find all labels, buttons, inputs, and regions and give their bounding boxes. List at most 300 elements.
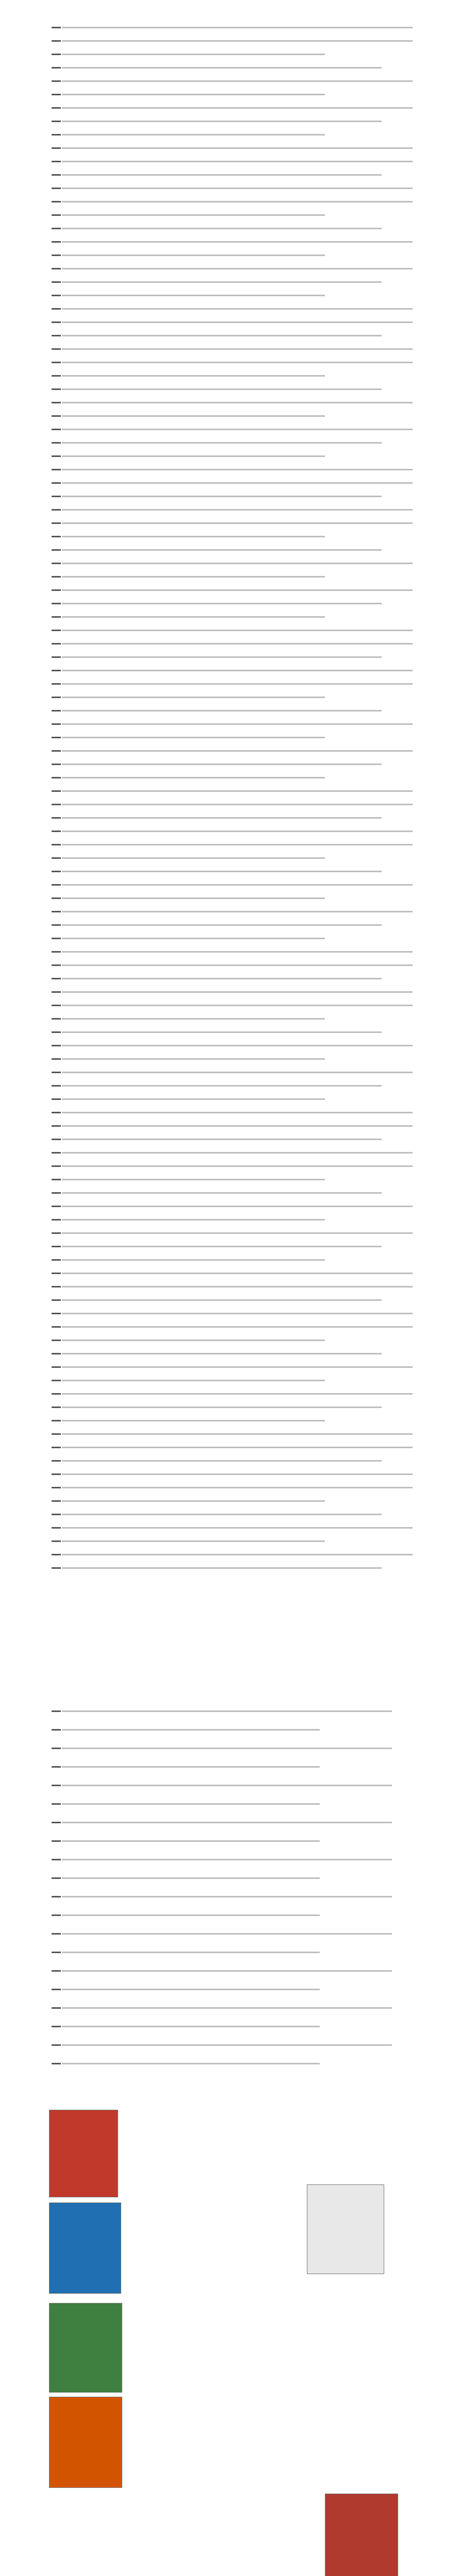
publication-item xyxy=(52,1527,413,1529)
item-number xyxy=(52,1514,61,1515)
item-number xyxy=(52,1989,61,1990)
publication-item xyxy=(52,710,413,711)
item-number xyxy=(52,1232,61,1234)
item-text xyxy=(62,1139,382,1140)
item-text xyxy=(62,388,382,390)
publication-item xyxy=(52,1085,413,1087)
item-text xyxy=(62,1914,320,1916)
item-text xyxy=(62,1286,413,1287)
item-text xyxy=(62,522,413,524)
publication-item xyxy=(52,1031,413,1033)
item-text xyxy=(62,188,413,189)
item-text xyxy=(62,697,325,698)
publication-item xyxy=(52,402,413,403)
item-number xyxy=(52,1286,61,1287)
item-number xyxy=(52,871,61,872)
publication-item xyxy=(52,964,413,966)
item-text xyxy=(62,1206,413,1207)
item-number xyxy=(52,1933,61,1935)
publication-item xyxy=(52,1058,413,1060)
item-text xyxy=(62,938,325,939)
item-text xyxy=(62,321,413,323)
book-cover-image xyxy=(49,2397,122,2488)
item-text xyxy=(62,1313,413,1314)
publication-item xyxy=(52,897,413,899)
item-text xyxy=(62,1933,392,1935)
item-text xyxy=(62,1970,392,1972)
publication-item xyxy=(52,241,413,243)
publication-item xyxy=(52,1514,413,1515)
publication-item xyxy=(52,67,413,69)
item-number xyxy=(52,1340,61,1341)
item-text xyxy=(62,1748,392,1749)
item-number xyxy=(52,616,61,618)
item-text xyxy=(62,362,413,363)
item-number xyxy=(52,924,61,926)
publication-item xyxy=(52,1487,413,1488)
publication-item xyxy=(52,938,413,939)
item-number xyxy=(52,777,61,778)
publication-item xyxy=(52,147,413,149)
item-number xyxy=(52,1487,61,1488)
publication-item xyxy=(52,1246,413,1247)
item-text xyxy=(62,549,382,551)
item-text xyxy=(62,1896,392,1897)
item-number xyxy=(52,134,61,135)
item-text xyxy=(62,1460,382,1462)
item-text xyxy=(62,107,413,109)
book-cover-image xyxy=(49,2110,118,2197)
item-text xyxy=(62,1340,325,1341)
item-text xyxy=(62,2044,392,2046)
publication-item xyxy=(52,509,413,511)
publication-item xyxy=(52,1326,413,1328)
item-text xyxy=(62,1447,413,1448)
item-number xyxy=(52,1098,61,1100)
thesis-item xyxy=(52,1766,413,1768)
thesis-item xyxy=(52,1896,413,1897)
item-text xyxy=(62,1098,325,1100)
item-text xyxy=(62,630,413,631)
publication-item xyxy=(52,335,413,336)
item-text xyxy=(62,656,382,658)
item-text xyxy=(62,1803,320,1805)
publication-item xyxy=(52,683,413,685)
item-text xyxy=(62,750,413,752)
publication-item xyxy=(52,911,413,912)
item-text xyxy=(62,1072,413,1073)
publication-item xyxy=(52,616,413,618)
item-number xyxy=(52,375,61,377)
item-text xyxy=(62,1058,325,1060)
item-number xyxy=(52,1005,61,1006)
item-number xyxy=(52,576,61,578)
item-text xyxy=(62,509,413,511)
item-text xyxy=(62,1045,413,1046)
item-number xyxy=(52,1045,61,1046)
item-text xyxy=(62,1766,320,1768)
item-text xyxy=(62,482,413,484)
item-number xyxy=(52,1246,61,1247)
item-text xyxy=(62,228,382,229)
publication-item xyxy=(52,1540,413,1542)
item-text xyxy=(62,911,413,912)
item-number xyxy=(52,563,61,564)
thesis-item xyxy=(52,1970,413,1972)
item-number xyxy=(52,1500,61,1502)
item-number xyxy=(52,2063,61,2064)
item-text xyxy=(62,589,413,591)
item-text xyxy=(62,1989,320,1990)
publication-item xyxy=(52,1259,413,1261)
publication-item xyxy=(52,1433,413,1435)
publication-item xyxy=(52,455,413,457)
item-number xyxy=(52,1326,61,1328)
publication-item xyxy=(52,764,413,765)
book-item xyxy=(49,2303,327,2393)
publications-list xyxy=(52,27,413,1634)
publication-item xyxy=(52,174,413,176)
item-number xyxy=(52,589,61,591)
publication-item xyxy=(52,107,413,109)
item-number xyxy=(52,1970,61,1972)
item-text xyxy=(62,1710,392,1712)
item-text xyxy=(62,817,382,819)
book-item xyxy=(155,2494,410,2576)
publication-item xyxy=(52,643,413,645)
item-text xyxy=(62,1822,392,1823)
item-text xyxy=(62,415,325,417)
item-number xyxy=(52,1139,61,1140)
item-number xyxy=(52,1527,61,1529)
section-3-title xyxy=(0,2094,459,2105)
item-number xyxy=(52,94,61,95)
publication-item xyxy=(52,536,413,537)
item-text xyxy=(62,1406,382,1408)
publication-item xyxy=(52,496,413,497)
publication-item xyxy=(52,978,413,979)
publication-item xyxy=(52,161,413,162)
publication-item xyxy=(52,777,413,778)
publication-item xyxy=(52,1018,413,1020)
book-cover-image xyxy=(49,2303,122,2393)
item-text xyxy=(62,871,382,872)
publication-item xyxy=(52,1460,413,1462)
item-number xyxy=(52,295,61,296)
section-1-subtitle xyxy=(0,15,459,25)
item-number xyxy=(52,1366,61,1368)
publication-item xyxy=(52,1045,413,1046)
item-number xyxy=(52,844,61,845)
item-text xyxy=(62,308,413,310)
item-text xyxy=(62,603,382,604)
publication-item xyxy=(52,817,413,819)
publication-item xyxy=(52,697,413,698)
publication-item xyxy=(52,1179,413,1180)
publication-item xyxy=(52,362,413,363)
publication-item xyxy=(52,348,413,350)
publication-item xyxy=(52,255,413,256)
publication-item xyxy=(52,831,413,832)
item-number xyxy=(52,1179,61,1180)
item-text xyxy=(62,1005,413,1006)
item-text xyxy=(62,897,325,899)
publication-item xyxy=(52,576,413,578)
item-number xyxy=(52,281,61,283)
publication-item xyxy=(52,40,413,42)
thesis-item xyxy=(52,1803,413,1805)
item-text xyxy=(62,1018,325,1020)
publication-item xyxy=(52,857,413,859)
item-text xyxy=(62,1152,413,1154)
item-text xyxy=(62,94,325,95)
thesis-item xyxy=(52,1729,413,1731)
thesis-item xyxy=(52,1952,413,1953)
item-number xyxy=(52,1313,61,1314)
item-text xyxy=(62,2026,320,2027)
publication-item xyxy=(52,201,413,202)
thesis-item xyxy=(52,2026,413,2027)
publication-item xyxy=(52,1005,413,1006)
item-number xyxy=(52,723,61,725)
publication-item xyxy=(52,589,413,591)
item-number xyxy=(52,1896,61,1897)
section-1-title xyxy=(0,5,459,15)
item-number xyxy=(52,201,61,202)
item-text xyxy=(62,1393,413,1395)
item-number xyxy=(52,1380,61,1381)
publication-item xyxy=(52,804,413,805)
item-text xyxy=(62,67,382,69)
publication-item xyxy=(52,1366,413,1368)
item-number xyxy=(52,656,61,658)
publication-item xyxy=(52,656,413,658)
item-number xyxy=(52,241,61,243)
item-text xyxy=(62,1366,413,1368)
publication-item xyxy=(52,1340,413,1341)
item-number xyxy=(52,978,61,979)
publication-item xyxy=(52,563,413,564)
item-number xyxy=(52,1085,61,1087)
publication-item xyxy=(52,469,413,470)
item-text xyxy=(62,255,325,256)
item-number xyxy=(52,1803,61,1805)
item-number xyxy=(52,469,61,470)
publication-item xyxy=(52,1380,413,1381)
item-number xyxy=(52,1152,61,1154)
item-number xyxy=(52,1748,61,1749)
publication-item xyxy=(52,308,413,310)
thesis-item xyxy=(52,1933,413,1935)
publication-item xyxy=(52,1192,413,1194)
publication-item xyxy=(52,1273,413,1274)
item-number xyxy=(52,938,61,939)
item-text xyxy=(62,295,325,296)
item-text xyxy=(62,1299,382,1301)
item-number xyxy=(52,683,61,685)
section-2-title xyxy=(0,1692,459,1703)
publication-item xyxy=(52,1139,413,1140)
publication-item xyxy=(52,951,413,953)
item-text xyxy=(62,804,413,805)
item-text xyxy=(62,683,413,685)
publication-item xyxy=(52,1072,413,1073)
publication-item xyxy=(52,1567,413,1569)
item-text xyxy=(62,1729,320,1731)
item-number xyxy=(52,603,61,604)
item-number xyxy=(52,964,61,966)
item-text xyxy=(62,1165,413,1167)
publication-item xyxy=(52,1125,413,1127)
publication-item xyxy=(52,321,413,323)
item-number xyxy=(52,1018,61,1020)
item-number xyxy=(52,1473,61,1475)
item-number xyxy=(52,1785,61,1786)
publication-item xyxy=(52,790,413,792)
item-text xyxy=(62,831,413,832)
item-number xyxy=(52,1273,61,1274)
publication-item xyxy=(52,188,413,189)
item-text xyxy=(62,1192,382,1194)
publication-item xyxy=(52,924,413,926)
item-text xyxy=(62,991,413,993)
item-number xyxy=(52,188,61,189)
item-number xyxy=(52,710,61,711)
publication-item xyxy=(52,1286,413,1287)
item-text xyxy=(62,1540,325,1542)
item-number xyxy=(52,1165,61,1167)
publication-item xyxy=(52,522,413,524)
publication-item xyxy=(52,630,413,631)
item-number xyxy=(52,402,61,403)
publication-item xyxy=(52,871,413,872)
publication-item xyxy=(52,214,413,216)
item-number xyxy=(52,2044,61,2046)
publication-item xyxy=(52,1165,413,1167)
item-number xyxy=(52,790,61,792)
item-text xyxy=(62,1567,382,1569)
item-number xyxy=(52,482,61,484)
item-number xyxy=(52,1859,61,1860)
item-number xyxy=(52,1567,61,1569)
publication-item xyxy=(52,27,413,28)
theses-list xyxy=(52,1710,413,2081)
publication-item xyxy=(52,1406,413,1408)
publication-item xyxy=(52,1500,413,1502)
item-text xyxy=(62,1112,413,1113)
item-number xyxy=(52,348,61,350)
book-item xyxy=(204,2184,405,2275)
item-number xyxy=(52,161,61,162)
item-number xyxy=(52,442,61,444)
publication-item xyxy=(52,54,413,55)
item-text xyxy=(62,844,413,845)
item-number xyxy=(52,214,61,216)
publication-item xyxy=(52,750,413,752)
thesis-item xyxy=(52,1859,413,1860)
item-number xyxy=(52,1952,61,1953)
publication-item xyxy=(52,375,413,377)
publication-item xyxy=(52,429,413,430)
item-text xyxy=(62,1219,325,1221)
item-text xyxy=(62,1554,413,1555)
item-number xyxy=(52,764,61,765)
item-text xyxy=(62,563,413,564)
item-text xyxy=(62,1420,325,1421)
publication-item xyxy=(52,482,413,484)
item-text xyxy=(62,174,382,176)
item-text xyxy=(62,80,413,82)
item-number xyxy=(52,1766,61,1768)
item-number xyxy=(52,1299,61,1301)
book-item xyxy=(49,2397,327,2488)
item-number xyxy=(52,670,61,671)
item-text xyxy=(62,375,325,377)
publication-item xyxy=(52,94,413,95)
publication-item xyxy=(52,80,413,82)
item-number xyxy=(52,1058,61,1060)
thesis-item xyxy=(52,2007,413,2009)
item-text xyxy=(62,951,413,953)
item-text xyxy=(62,1353,382,1354)
item-text xyxy=(62,536,325,537)
thesis-item xyxy=(52,1989,413,1990)
item-number xyxy=(52,1447,61,1448)
publication-item xyxy=(52,670,413,671)
item-number xyxy=(52,1729,61,1731)
item-number xyxy=(52,80,61,82)
item-text xyxy=(62,710,382,711)
publication-item xyxy=(52,1232,413,1234)
publication-item xyxy=(52,1098,413,1100)
item-text xyxy=(62,1785,392,1786)
item-number xyxy=(52,321,61,323)
item-number xyxy=(52,1420,61,1421)
item-number xyxy=(52,1353,61,1354)
item-number xyxy=(52,884,61,886)
publication-item xyxy=(52,991,413,993)
item-number xyxy=(52,951,61,953)
item-text xyxy=(62,241,413,243)
item-text xyxy=(62,576,325,578)
item-text xyxy=(62,40,413,42)
publication-item xyxy=(52,1299,413,1301)
item-text xyxy=(62,790,413,792)
item-text xyxy=(62,1487,413,1488)
item-number xyxy=(52,1112,61,1113)
item-text xyxy=(62,1273,413,1274)
item-text xyxy=(62,1179,325,1180)
item-text xyxy=(62,161,413,162)
item-number xyxy=(52,1072,61,1073)
item-number xyxy=(52,549,61,551)
item-number xyxy=(52,897,61,899)
item-number xyxy=(52,737,61,738)
publication-item xyxy=(52,549,413,551)
item-number xyxy=(52,1192,61,1194)
item-text xyxy=(62,2007,392,2009)
item-number xyxy=(52,804,61,805)
book-item xyxy=(49,2202,139,2295)
item-text xyxy=(62,764,382,765)
item-number xyxy=(52,1914,61,1916)
item-text xyxy=(62,978,382,979)
thesis-item xyxy=(52,2044,413,2046)
publication-item xyxy=(52,295,413,296)
item-text xyxy=(62,1859,392,1860)
item-text xyxy=(62,924,382,926)
item-text xyxy=(62,268,413,269)
